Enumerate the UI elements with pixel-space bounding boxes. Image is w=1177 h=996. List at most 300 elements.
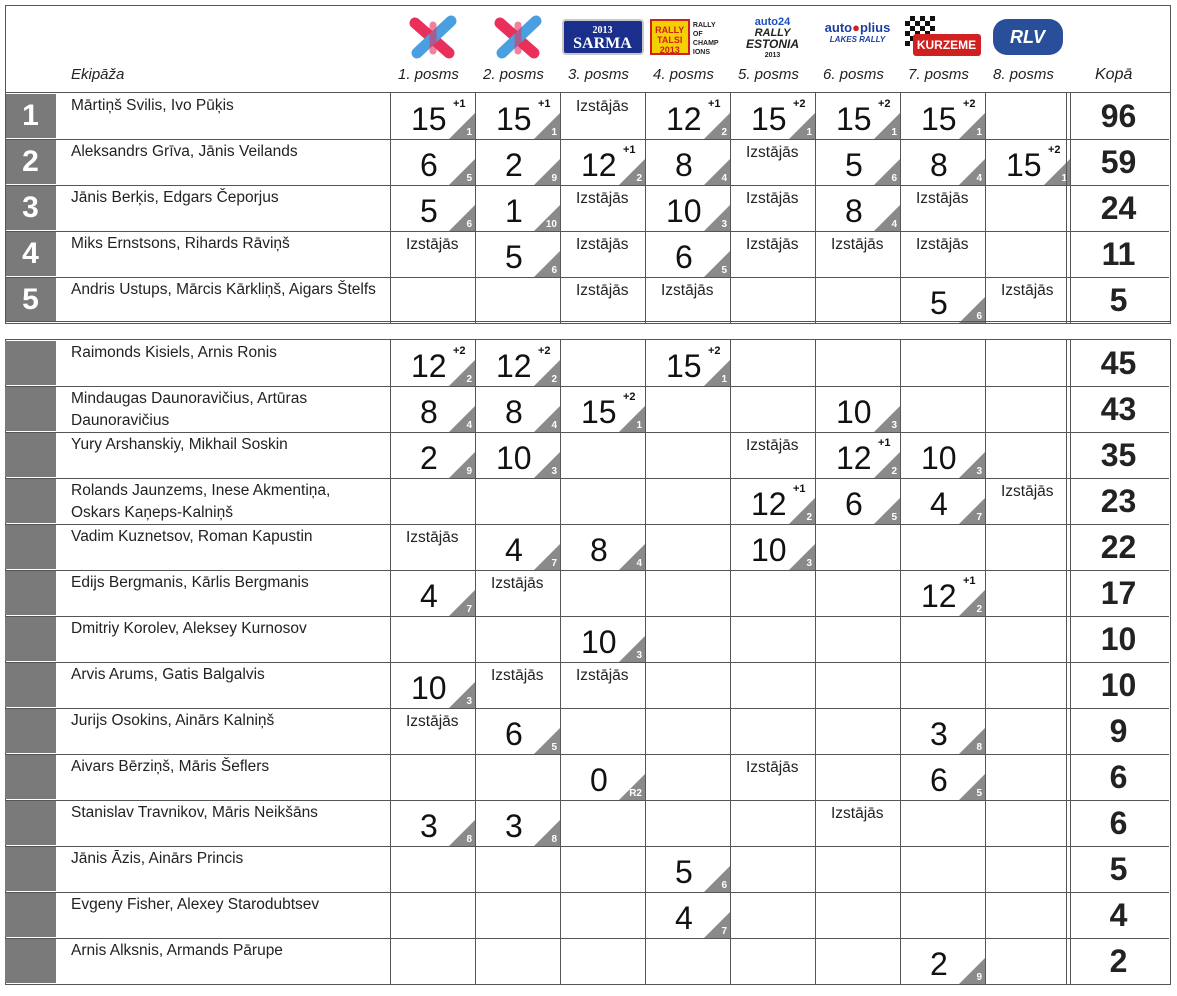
stage-cell xyxy=(645,340,730,386)
stage-cell xyxy=(645,662,730,708)
stage-cell xyxy=(560,386,645,432)
stage-points: 0 xyxy=(590,762,608,798)
stage-points: 5 xyxy=(420,193,438,229)
stage-points: 8 xyxy=(420,394,438,430)
stage-header-8: 8. posms xyxy=(993,66,1054,83)
stage-cell xyxy=(645,386,730,432)
stage-cell xyxy=(475,662,560,708)
retired-label: Izstājās xyxy=(576,190,629,207)
stage-position: 2 xyxy=(466,374,472,385)
rank-placeholder xyxy=(5,801,56,845)
stage-cell xyxy=(815,662,900,708)
total-points: 17 xyxy=(1066,570,1170,616)
stage-cell xyxy=(475,386,560,432)
rank-badge: 2 xyxy=(5,140,56,184)
retired-label: Izstājās xyxy=(1001,282,1054,299)
stage-cell xyxy=(475,754,560,800)
stage-points: 5 xyxy=(930,285,948,321)
stage-position: 2 xyxy=(976,604,982,615)
stage-position: 7 xyxy=(721,926,727,937)
stage-position: 2 xyxy=(721,127,727,138)
stage-cell xyxy=(645,616,730,662)
stage-points: 10 xyxy=(581,624,617,660)
stage-points: 12 xyxy=(411,348,447,384)
stage-position: 2 xyxy=(551,374,557,385)
crew-names: Evgeny Fisher, Alexey Starodubtsev xyxy=(71,896,320,913)
stage-cell xyxy=(390,478,475,524)
stage-cell xyxy=(730,938,815,984)
stage-cell xyxy=(900,432,985,478)
stage-points: 15 xyxy=(1006,147,1042,183)
stage-cell xyxy=(645,432,730,478)
stage-cell xyxy=(900,754,985,800)
stage-cell xyxy=(645,570,730,616)
table-row xyxy=(5,570,1171,616)
stage-position: 5 xyxy=(551,742,557,753)
stage-points: 10 xyxy=(666,193,702,229)
stage-position: 2 xyxy=(891,466,897,477)
stage-cell xyxy=(645,938,730,984)
stage-cell xyxy=(475,846,560,892)
stage-cell xyxy=(985,478,1070,524)
crew-names: Aivars Bērziņš, Māris Šeflers xyxy=(71,758,270,775)
stage-cell xyxy=(815,892,900,938)
stage-header-7: 7. posms xyxy=(908,66,969,83)
stage-cell xyxy=(900,478,985,524)
stage-position: 6 xyxy=(551,265,557,276)
table-row xyxy=(5,708,1171,754)
stage-position: 2 xyxy=(806,512,812,523)
rank-placeholder xyxy=(5,341,56,385)
stage-position: 1 xyxy=(466,127,472,138)
retired-label: Izstājās xyxy=(576,282,629,299)
stage-points: 15 xyxy=(751,101,787,137)
stage-cell xyxy=(475,616,560,662)
rank-placeholder xyxy=(5,433,56,477)
rank-placeholder xyxy=(5,847,56,891)
stage-position: 8 xyxy=(976,742,982,753)
stage-position: 8 xyxy=(466,834,472,845)
stage-cell xyxy=(390,570,475,616)
bonus-points: +1 xyxy=(453,98,466,110)
stage-cell xyxy=(900,616,985,662)
retired-label: Izstājās xyxy=(1001,483,1054,500)
stage-cell xyxy=(985,846,1070,892)
retired-label: Izstājās xyxy=(746,759,799,776)
rank-placeholder xyxy=(5,755,56,799)
stage-cell xyxy=(985,570,1070,616)
stage-cell xyxy=(730,800,815,846)
crew-names: Yury Arshanskiy, Mikhail Soskin xyxy=(71,436,288,453)
crew-names: Mārtiņš Svilis, Ivo Pūķis xyxy=(71,97,234,114)
stage-cell xyxy=(985,892,1070,938)
stage-cell xyxy=(645,478,730,524)
row-divider xyxy=(5,938,1169,939)
retired-label: Izstājās xyxy=(491,667,544,684)
stage-cell xyxy=(645,846,730,892)
stage-points: 5 xyxy=(505,239,523,275)
stage-cell xyxy=(900,386,985,432)
stage-points: 10 xyxy=(836,394,872,430)
crew-names: Raimonds Kisiels, Arnis Ronis xyxy=(71,344,277,361)
stage-position: 10 xyxy=(545,219,557,230)
stage-points: 2 xyxy=(930,946,948,982)
total-points: 10 xyxy=(1066,662,1170,708)
total-column-header: Kopā xyxy=(1095,66,1133,83)
stage-position: 5 xyxy=(466,173,472,184)
rank-placeholder xyxy=(5,387,56,431)
table-row xyxy=(5,524,1171,570)
retired-label: Izstājās xyxy=(831,236,884,253)
stage-position: 3 xyxy=(891,420,897,431)
stage-position: 1 xyxy=(976,127,982,138)
stage-points: 6 xyxy=(505,716,523,752)
bonus-points: +1 xyxy=(708,98,721,110)
stage-position: 3 xyxy=(551,466,557,477)
stage-cell xyxy=(645,524,730,570)
crew-names: Miks Ernstsons, Rihards Rāviņš xyxy=(71,235,290,252)
table-row xyxy=(5,800,1171,846)
stage-cell xyxy=(560,754,645,800)
bonus-points: +2 xyxy=(453,345,466,357)
retired-label: Izstājās xyxy=(746,144,799,161)
rally-talsi-logo-icon: RALLY TALSI 2013 RALLY OF CHAMP IONS xyxy=(645,14,730,60)
rlv-logo-icon: RLV xyxy=(985,14,1070,60)
stage-cell xyxy=(390,616,475,662)
stage-position: 8 xyxy=(551,834,557,845)
stage-position: 1 xyxy=(551,127,557,138)
stage-cell xyxy=(390,524,475,570)
stage-cell xyxy=(730,570,815,616)
stage-cell xyxy=(815,708,900,754)
stage-cell xyxy=(390,846,475,892)
stage-position: 6 xyxy=(891,173,897,184)
stage-cell xyxy=(560,708,645,754)
rank-placeholder xyxy=(5,709,56,753)
stage-points: 10 xyxy=(496,440,532,476)
retired-label: Izstājās xyxy=(746,236,799,253)
stage-position: 3 xyxy=(806,558,812,569)
stage-header-2: 2. posms xyxy=(483,66,544,83)
stage-header-1: 1. posms xyxy=(398,66,459,83)
stage-cell xyxy=(645,708,730,754)
stage-cell xyxy=(815,846,900,892)
stage-position: 5 xyxy=(721,265,727,276)
stage-points: 4 xyxy=(675,900,693,936)
rank-badge: 5 xyxy=(5,278,56,322)
retired-label: Izstājās xyxy=(576,98,629,115)
stage-points: 1 xyxy=(505,193,523,229)
stage-cell xyxy=(730,386,815,432)
stage-cell xyxy=(475,432,560,478)
total-points: 11 xyxy=(1066,231,1170,277)
total-points: 2 xyxy=(1066,938,1170,984)
rank-badge: 3 xyxy=(5,186,56,230)
table-row xyxy=(5,340,1171,386)
stage-header-4: 4. posms xyxy=(653,66,714,83)
total-points: 4 xyxy=(1066,892,1170,938)
stage-cell xyxy=(815,616,900,662)
stage-cell xyxy=(815,340,900,386)
stage-cell xyxy=(985,754,1070,800)
stage-cell xyxy=(900,800,985,846)
crew-names: Arvis Arums, Gatis Balgalvis xyxy=(71,666,265,683)
retired-label: Izstājās xyxy=(916,190,969,207)
stage-cell xyxy=(390,708,475,754)
stage-position: 7 xyxy=(551,558,557,569)
stage-cell xyxy=(560,846,645,892)
row-divider xyxy=(5,892,1169,893)
stage-points: 3 xyxy=(420,808,438,844)
stage-cell xyxy=(730,662,815,708)
stage-points: 12 xyxy=(921,578,957,614)
stage-cell xyxy=(560,570,645,616)
stage-cell xyxy=(390,892,475,938)
stage-cell xyxy=(815,524,900,570)
stage-cell xyxy=(900,340,985,386)
crew-names: Jānis Berķis, Edgars Čeporjus xyxy=(71,189,279,206)
rally-kurzeme-logo-icon: KURZEME xyxy=(900,14,985,60)
stage-cell xyxy=(900,846,985,892)
stage-position: 7 xyxy=(976,512,982,523)
stage-cell xyxy=(475,800,560,846)
bonus-points: +1 xyxy=(538,98,551,110)
row-divider xyxy=(5,478,1169,479)
stage-points: 5 xyxy=(675,854,693,890)
stage-cell xyxy=(985,662,1070,708)
stage-cell xyxy=(900,570,985,616)
stage-cell xyxy=(475,570,560,616)
total-points: 23 xyxy=(1066,478,1170,524)
stage-position: 9 xyxy=(551,173,557,184)
stage-position: 9 xyxy=(466,466,472,477)
total-points: 43 xyxy=(1066,386,1170,432)
retired-label: Izstājās xyxy=(916,236,969,253)
row-divider xyxy=(5,800,1169,801)
stage-cell xyxy=(985,340,1070,386)
stage-position: 7 xyxy=(466,604,472,615)
crew-names: Jānis Āzis, Ainārs Princis xyxy=(71,850,244,867)
stage-points: 15 xyxy=(411,101,447,137)
stage-cell xyxy=(390,432,475,478)
retired-label: Izstājās xyxy=(406,529,459,546)
stage-cell xyxy=(900,892,985,938)
stage-cell xyxy=(815,938,900,984)
stage-points: 15 xyxy=(921,101,957,137)
retired-label: Izstājās xyxy=(661,282,714,299)
stage-cell xyxy=(985,938,1070,984)
stage-cell xyxy=(560,478,645,524)
bonus-points: +2 xyxy=(623,391,636,403)
stage-points: 15 xyxy=(836,101,872,137)
rank-placeholder xyxy=(5,893,56,937)
stage-points: 12 xyxy=(836,440,872,476)
total-points: 6 xyxy=(1066,754,1170,800)
table-row xyxy=(5,892,1171,938)
stage-position: 4 xyxy=(891,219,897,230)
stage-position: 4 xyxy=(721,173,727,184)
stage-cell xyxy=(645,892,730,938)
header-frame xyxy=(5,5,1171,322)
row-divider xyxy=(5,386,1169,387)
retired-label: Izstājās xyxy=(831,805,884,822)
row-divider xyxy=(5,846,1169,847)
stage-cell xyxy=(390,754,475,800)
table-row xyxy=(5,616,1171,662)
crew-names: Arnis Alksnis, Armands Pārupe xyxy=(71,942,283,959)
stage-cell xyxy=(560,892,645,938)
stage-points: 4 xyxy=(930,486,948,522)
stage-position: 5 xyxy=(891,512,897,523)
total-points: 5 xyxy=(1066,277,1170,323)
stage-cell xyxy=(985,800,1070,846)
table-row xyxy=(5,846,1171,892)
total-points: 22 xyxy=(1066,524,1170,570)
stage-points: 6 xyxy=(845,486,863,522)
stage-cell xyxy=(985,616,1070,662)
stage-points: 8 xyxy=(505,394,523,430)
retired-label: Izstājās xyxy=(406,236,459,253)
stage-cell xyxy=(475,524,560,570)
stage-cell xyxy=(390,386,475,432)
stage-position: 1 xyxy=(806,127,812,138)
stage-position: 1 xyxy=(1061,173,1067,184)
stage-cell xyxy=(560,432,645,478)
stage-position: R2 xyxy=(629,788,642,799)
stage-points: 15 xyxy=(666,348,702,384)
total-points: 45 xyxy=(1066,340,1170,386)
stage-position: 9 xyxy=(976,972,982,983)
stage-points: 2 xyxy=(420,440,438,476)
stage-position: 3 xyxy=(976,466,982,477)
bonus-points: +2 xyxy=(793,98,806,110)
rank-placeholder xyxy=(5,479,56,523)
stage-header-5: 5. posms xyxy=(738,66,799,83)
stage-cell xyxy=(985,386,1070,432)
stage-points: 15 xyxy=(496,101,532,137)
stage-points: 12 xyxy=(496,348,532,384)
stage-cell xyxy=(730,340,815,386)
table-row xyxy=(5,386,1171,432)
stage-points: 8 xyxy=(930,147,948,183)
stage-cell xyxy=(730,432,815,478)
retired-label: Izstājās xyxy=(406,713,459,730)
bonus-points: +2 xyxy=(1048,144,1061,156)
row-divider xyxy=(5,754,1169,755)
stage-cell xyxy=(475,340,560,386)
stage-position: 1 xyxy=(891,127,897,138)
stage-points: 6 xyxy=(675,239,693,275)
total-points: 24 xyxy=(1066,185,1170,231)
stage-cell xyxy=(475,478,560,524)
stage-position: 5 xyxy=(976,788,982,799)
bonus-points: +2 xyxy=(963,98,976,110)
stage-cell xyxy=(560,524,645,570)
row-divider xyxy=(5,708,1169,709)
crew-names: Rolands Jaunzems, Inese Akmentiņa, Oskars Kaņeps-Kalniņš xyxy=(71,482,331,521)
stage-points: 6 xyxy=(420,147,438,183)
stage-position: 4 xyxy=(466,420,472,431)
stage-cell xyxy=(730,892,815,938)
stage-cell xyxy=(730,708,815,754)
stage-cell xyxy=(390,340,475,386)
bonus-points: +2 xyxy=(878,98,891,110)
total-points: 6 xyxy=(1066,800,1170,846)
stage-cell xyxy=(730,524,815,570)
crew-names: Mindaugas Daunoravičius, Artūras Daunoravičius xyxy=(71,390,308,429)
stage-cell xyxy=(390,800,475,846)
total-points: 35 xyxy=(1066,432,1170,478)
total-points: 10 xyxy=(1066,616,1170,662)
stage-position: 6 xyxy=(466,219,472,230)
crew-names: Dmitriy Korolev, Aleksey Kurnosov xyxy=(71,620,307,637)
rank-placeholder xyxy=(5,571,56,615)
bonus-points: +1 xyxy=(793,483,806,495)
stage-cell xyxy=(390,938,475,984)
stage-points: 2 xyxy=(505,147,523,183)
stage-cell xyxy=(560,662,645,708)
stage-cell xyxy=(900,662,985,708)
stage-cell xyxy=(815,432,900,478)
total-points: 96 xyxy=(1066,93,1170,139)
rank-badge: 4 xyxy=(5,232,56,276)
stage-points: 10 xyxy=(921,440,957,476)
stage-position: 3 xyxy=(721,219,727,230)
crew-column-header: Ekipāža xyxy=(71,66,125,83)
stage-cell xyxy=(730,616,815,662)
stage-header-6: 6. posms xyxy=(823,66,884,83)
stage-cell xyxy=(815,754,900,800)
stage-cell xyxy=(645,754,730,800)
stage-points: 8 xyxy=(845,193,863,229)
stage-position: 3 xyxy=(636,650,642,661)
table-row xyxy=(5,432,1171,478)
stage-cell xyxy=(985,524,1070,570)
row-divider xyxy=(5,662,1169,663)
crew-names: Jurijs Osokins, Ainārs Kalniņš xyxy=(71,712,275,729)
stage-cell xyxy=(815,570,900,616)
stage-cell xyxy=(730,478,815,524)
table-row xyxy=(5,754,1171,800)
stage-points: 12 xyxy=(581,147,617,183)
row-divider xyxy=(5,570,1169,571)
table-row xyxy=(5,478,1171,524)
stage-cell xyxy=(475,708,560,754)
stage-position: 3 xyxy=(466,696,472,707)
stage-points: 8 xyxy=(675,147,693,183)
retired-label: Izstājās xyxy=(576,236,629,253)
stage-cell xyxy=(815,386,900,432)
stage-header-3: 3. posms xyxy=(568,66,629,83)
bonus-points: +1 xyxy=(623,144,636,156)
retired-label: Izstājās xyxy=(491,575,544,592)
stage-cell xyxy=(985,708,1070,754)
stage-position: 4 xyxy=(551,420,557,431)
stage-points: 8 xyxy=(590,532,608,568)
stage-cell xyxy=(900,524,985,570)
retired-label: Izstājās xyxy=(576,667,629,684)
stage-points: 10 xyxy=(411,670,447,706)
stage-points: 3 xyxy=(505,808,523,844)
stage-position: 1 xyxy=(721,374,727,385)
stage-position: 4 xyxy=(636,558,642,569)
retired-label: Izstājās xyxy=(746,437,799,454)
bonus-points: +1 xyxy=(963,575,976,587)
rally-estonia-logo-icon: auto24 RALLY ESTONIA 2013 xyxy=(745,16,800,59)
stage-points: 15 xyxy=(581,394,617,430)
row-divider xyxy=(5,524,1169,525)
rank-placeholder xyxy=(5,525,56,569)
